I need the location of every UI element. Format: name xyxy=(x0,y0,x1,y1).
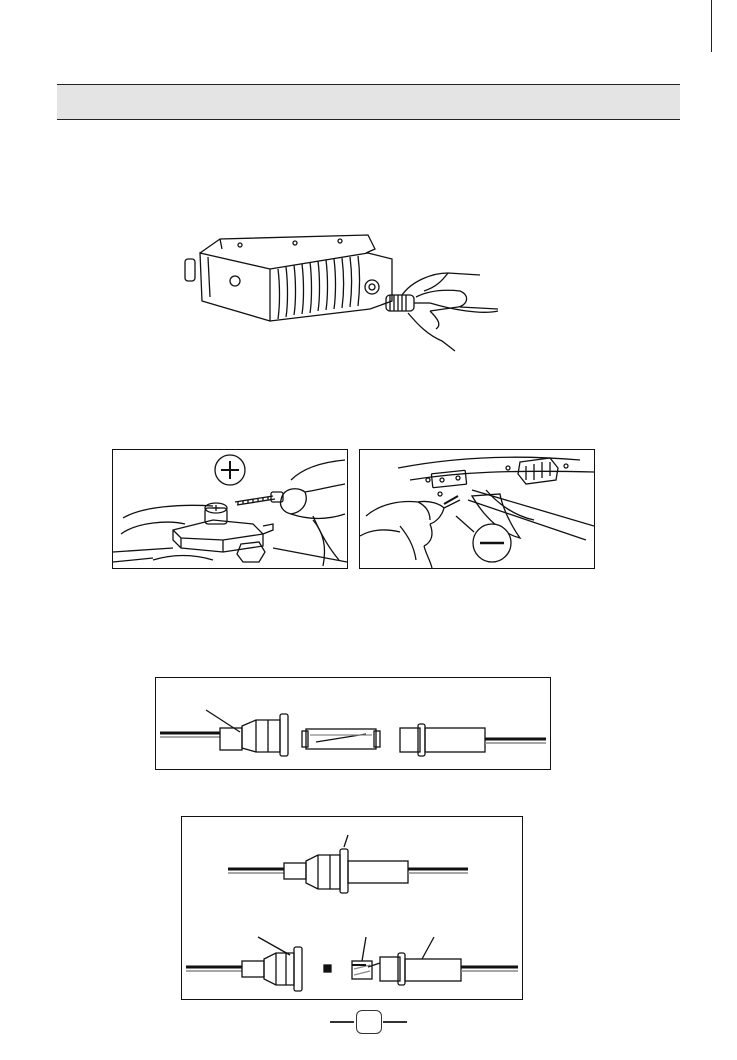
connector-parts-illustration xyxy=(156,678,550,769)
battery-positive-terminal-illustration xyxy=(113,450,347,568)
page-number-indicator xyxy=(330,1010,407,1034)
page-number-line-right xyxy=(383,1021,407,1023)
chassis-ground-negative-illustration xyxy=(360,450,594,568)
corner-mark xyxy=(711,0,712,52)
chassis-negative-figure xyxy=(359,449,595,569)
radio-antenna-connection-illustration xyxy=(180,225,500,357)
section-header-bar xyxy=(57,84,680,120)
connector-assembly-illustration xyxy=(182,817,522,999)
connector-parts-figure xyxy=(155,677,551,770)
connector-assembly-figure xyxy=(181,816,523,1000)
page-number-box xyxy=(356,1010,382,1034)
radio-antenna-figure xyxy=(180,225,500,357)
page-number-line-left xyxy=(330,1021,354,1023)
battery-positive-figure xyxy=(112,449,348,569)
